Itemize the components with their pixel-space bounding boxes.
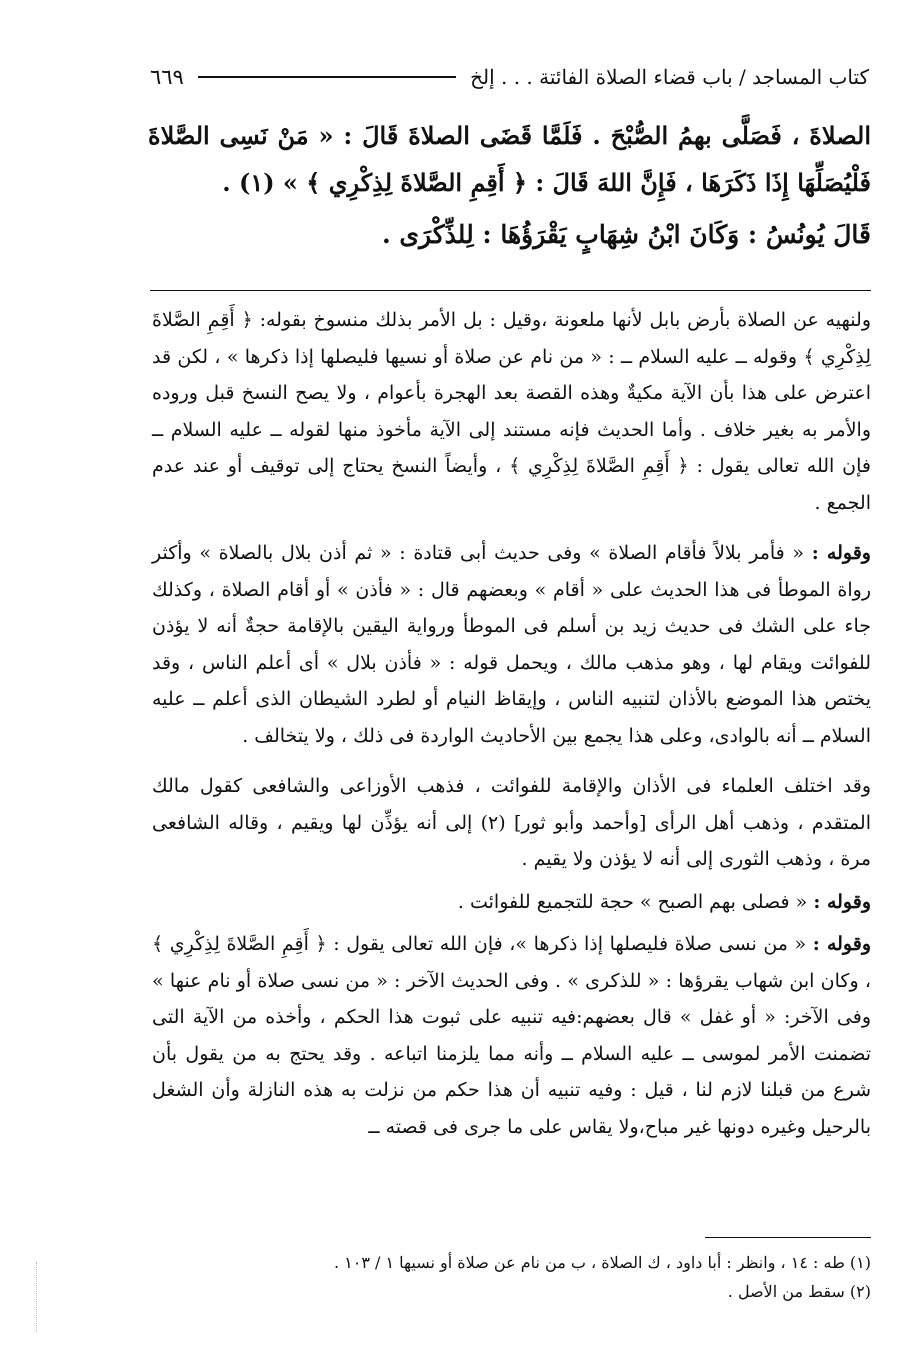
commentary-body-4: « فصلى بهم الصبح » حجة للتجميع للفوائت . xyxy=(457,890,814,913)
footnote-divider xyxy=(705,1237,871,1238)
page-number: ٦٦٩ xyxy=(150,65,184,89)
footnotes xyxy=(300,1248,871,1306)
section-divider xyxy=(150,290,871,291)
header-rule xyxy=(198,76,456,78)
running-header-title: كتاب المساجد / باب قضاء الصلاة الفائتة . . . إلخ xyxy=(470,65,869,89)
running-header xyxy=(150,62,869,92)
hadith-paragraph: الصلاةَ ، فَصَلَّى بهمُ الصُّبْحَ . فَلَمَّا قَضَى الصلاةَ قَالَ : « مَنْ نَسِى الصَّلاةَ فَلْيُصَلِّهَا إِذَا ذَكَرَهَا ، فَإِنَّ اللهَ قَالَ : ﴿ أَقِمِ الصَّلاةَ لِذِكْرِي ﴾ » (١) . xyxy=(148,121,871,197)
commentary-body-2: « فأمر بلالاً فأقام الصلاة » وفى حديث أبى قتادة : « ثم أذن بلال بالصلاة » وأكثر رواة الموطأ فى هذا الحديث على « أقام » وبعضهم قال : « فأذن » أو أقام الصلاة ، وكذلك جاء على الشك فى حديث زيد بن أسلم فى الموطأ ورواية اليقين بالإقامة حجةٌ أنه لا يؤذن للفوائت ويقام لها ، وهو مذهب مالك ، ويحمل قوله : « فأذن بلال » أى أعلم الناس ، وقد يختص هذا الموضع بالأذان لتنبيه الناس ، وإيقاظ النيام أو لطرد الشيطان الذى أعلم ــ عليه السلام ــ أنه بالوادى، وعلى هذا يجمع بين الأحاديث الواردة فى ذلك ، ولا يتخالف . xyxy=(152,542,871,747)
commentary-paragraph-4 xyxy=(152,884,871,921)
margin-mark xyxy=(36,1262,41,1332)
hadith-text xyxy=(148,112,871,260)
footnote-1: (١) طه : ١٤ ، وانظر : أبا داود ، ك الصلاة ، ب من نام عن صلاة أو نسيها ١ / ١٠٣ . xyxy=(333,1253,871,1272)
hadith-yunus-note: قَالَ يُونُسُ : وَكَانَ ابْنُ شِهَابٍ يَقْرَؤُهَا : لِلذِّكْرَى . xyxy=(382,220,871,249)
commentary-paragraph-1: ولنهيه عن الصلاة بأرض بابل لأنها ملعونة ،وقيل : بل الأمر بذلك منسوخ بقوله: ﴿ أَقِمِ الصَّلاةَ لِذِكْرِي ﴾ وقوله ــ عليه السلام ــ : « من نام عن صلاة أو نسيها فليصلها إذا ذكرها » ، لكن قد اعترض على هذا بأن الآية مكيةٌ وهذه القصة بعد الهجرة بأعوام ، ولا يصح النسخ قبل وروده والأمر به بغير خلاف . وأما الحديث فإنه مستند إلى الآية مأخوذ منها لقوله ــ عليه السلام ــ فإن الله تعالى يقول : ﴿ أَقِمِ الصَّلاةَ لِذِكْرِي ﴾ ، وأيضاً النسخ يحتاج إلى توقيف أو عند عدم الجمع . xyxy=(152,309,871,514)
commentary-paragraph-3: وقد اختلف العلماء فى الأذان والإقامة للفوائت ، فذهب الأوزاعى والشافعى كقول مالك المتقدم ، وذهب أهل الرأى [وأحمد وأبو ثور] (٢) إلى أنه يؤذِّن لها ويقيم ، وقاله الشافعى مرة ، وذهب الثورى إلى أنه لا يؤذن ولا يقيم . xyxy=(152,775,871,870)
commentary-paragraph-5 xyxy=(152,926,871,1145)
commentary-lead-2: وقوله : xyxy=(811,542,871,564)
footnote-2: (٢) سقط من الأصل . xyxy=(727,1282,871,1301)
commentary-lead-5: وقوله : xyxy=(812,933,871,955)
commentary-lead-4: وقوله : xyxy=(813,890,871,913)
commentary-body-5: « من نسى صلاة فليصلها إذا ذكرها »، فإن الله تعالى يقول : ﴿ أَقِمِ الصَّلاةَ لِذِكْرِي ﴾ ، وكان ابن شهاب يقرؤها : « للذكرى » . وفى الحديث الآخر : « من نسى صلاة أو نام عنها » وفى الآخر: « أو غفل » قال بعضهم:فيه تنبيه على ثبوت هذا الحكم ، وأخذه من الآية التى تضمنت الأمر لموسى ــ عليه السلام ــ وأنه مما يلزمنا اتباعه . وقد يحتج به من يقول بأن شرع من قبلنا لازم لنا ، قيل : وفيه تنبيه أن هذا حكم من نزلت به هذه النازلة وأن الشغل بالرحيل وغيره دونها غير مباح،ولا يقاس على ما جرى فى قصته ــ xyxy=(152,933,871,1138)
commentary-paragraph-2 xyxy=(152,535,871,754)
commentary-text xyxy=(152,302,871,1159)
